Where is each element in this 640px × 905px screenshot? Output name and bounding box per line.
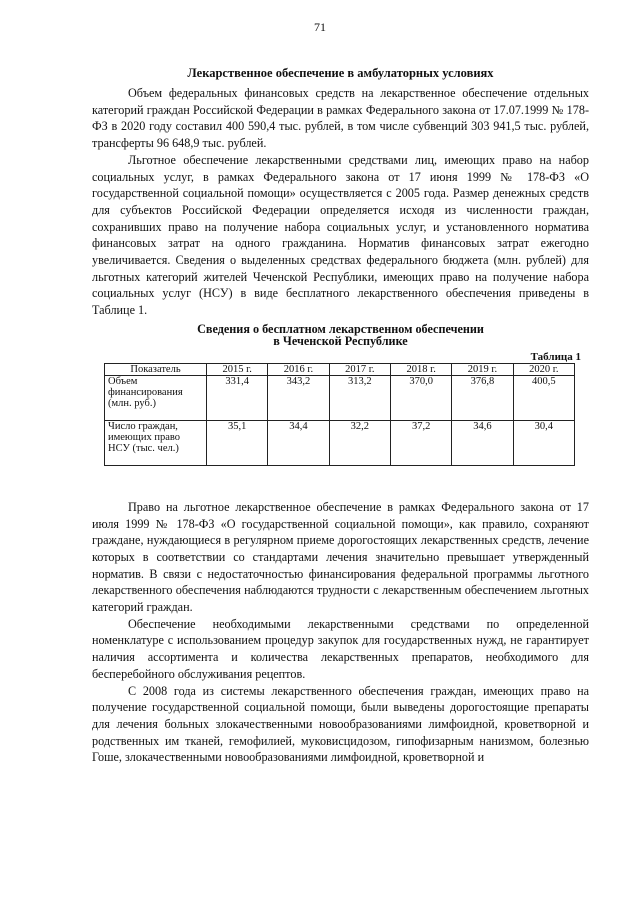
paragraph-beneficiary-rights: Право на льготное лекарственное обеспечение в рамках Федерального закона от 17 июля 1999 № 178-ФЗ «О государственной социальной помощи», как правило, сохраняют граждане, нуждающиеся в регулярном приеме дорогостоящих лекарственных средств, лечение которых в соответствии со стандартами лечения значительно превышает утвержденный норматив. В связи с недостаточностью финансирования федеральной программы льготного лекарственного обеспечения наблюдаются трудности с лекарственным обеспечением льготных категорий граждан. xyxy=(92,499,589,615)
table-header-cell: Показатель xyxy=(105,363,207,375)
table-row-label: Число граждан, имеющих право НСУ (тыс. чел.) xyxy=(105,420,207,465)
section-title: Лекарственное обеспечение в амбулаторных условиях xyxy=(187,66,494,80)
table-row-label: Объем финансирования (млн. руб.) xyxy=(105,375,207,420)
table-cell: 343,2 xyxy=(268,375,329,420)
table-number: Таблица 1 xyxy=(530,350,581,363)
paragraph-nsu-provision: Льготное обеспечение лекарственными средствами лиц, имеющих право на набор социальных услуг, в рамках Федерального закона от 17 июня 1999 № 178-ФЗ «О государственной социальной помощи» осуществляется с 2005 года. Размер денежных средств для субъектов Российской Федерации определяется исходя из численности граждан, сохранивших право на получение набора социальных услуг, и установленного норматива финансовых затрат на одного гражданина. Норматив финансовых затрат ежегодно увеличивается. Сведения о выделенных средствах федерального бюджета (млн. рублей) для льготных категорий жителей Чеченской Республики, имеющих право на получение набора социальных услуг (НСУ) в виде бесплатного лекарственного обеспечения приведены в Таблице 1. xyxy=(92,152,589,318)
paragraph-procurement: Обеспечение необходимыми лекарственными средствами по определенной номенклатуре с использованием процедур закупок для государственных нужд, не гарантирует наличия ассортимента и количества лекарственных препаратов, необходимого для бесперебойного обслуживания рецептов. xyxy=(92,616,589,681)
paragraph-excluded-drugs: С 2008 года из системы лекарственного обеспечения граждан, имеющих право на получение государственной социальной помощи, были выведены дорогостоящие препараты для лечения больных злокачественными новообразованиями лимфоидной, кроветворной и родственных им тканей, гемофилией, муковисцидозом, гипофизарным нанизмом, болезнью Гоше, злокачественными новообразованиями лимфоидной, кроветворной и xyxy=(92,683,589,765)
table-header-row xyxy=(105,363,575,375)
page-number: 71 xyxy=(314,20,326,34)
table-cell: 331,4 xyxy=(207,375,268,420)
table-row xyxy=(105,375,575,420)
table-header-cell: 2017 г. xyxy=(329,363,390,375)
table-header-cell: 2018 г. xyxy=(390,363,451,375)
table-cell: 37,2 xyxy=(390,420,451,465)
table-header-cell: 2020 г. xyxy=(513,363,574,375)
table-row xyxy=(105,420,575,465)
paragraph-funding-volume: Объем федеральных финансовых средств на лекарственное обеспечение отдельных категорий граждан Российской Федерации в рамках Федерального закона от 17.07.1999 № 178-ФЗ в 2020 году составил 400 590,4 тыс. рублей, в том числе субвенций 303 941,5 тыс. рублей, трансферты 96 648,9 тыс. рублей. xyxy=(92,86,589,151)
table-caption-line-2: в Чеченской Республике xyxy=(273,333,408,348)
table-header-cell: 2016 г. xyxy=(268,363,329,375)
table-header-cell: 2015 г. xyxy=(207,363,268,375)
table-cell: 400,5 xyxy=(513,375,574,420)
table-cell: 370,0 xyxy=(390,375,451,420)
drug-provision-table xyxy=(104,363,575,466)
table-header-cell: 2019 г. xyxy=(452,363,513,375)
table-cell: 35,1 xyxy=(207,420,268,465)
table-cell: 32,2 xyxy=(329,420,390,465)
table-cell: 34,4 xyxy=(268,420,329,465)
table-spacing xyxy=(92,466,589,499)
document-body xyxy=(92,52,589,766)
table-cell: 376,8 xyxy=(452,375,513,420)
table-cell: 313,2 xyxy=(329,375,390,420)
table-caption xyxy=(92,323,589,347)
table-cell: 34,6 xyxy=(452,420,513,465)
table-cell: 30,4 xyxy=(513,420,574,465)
table-caption-line-1: Сведения о бесплатном лекарственном обеспечении xyxy=(197,321,484,336)
